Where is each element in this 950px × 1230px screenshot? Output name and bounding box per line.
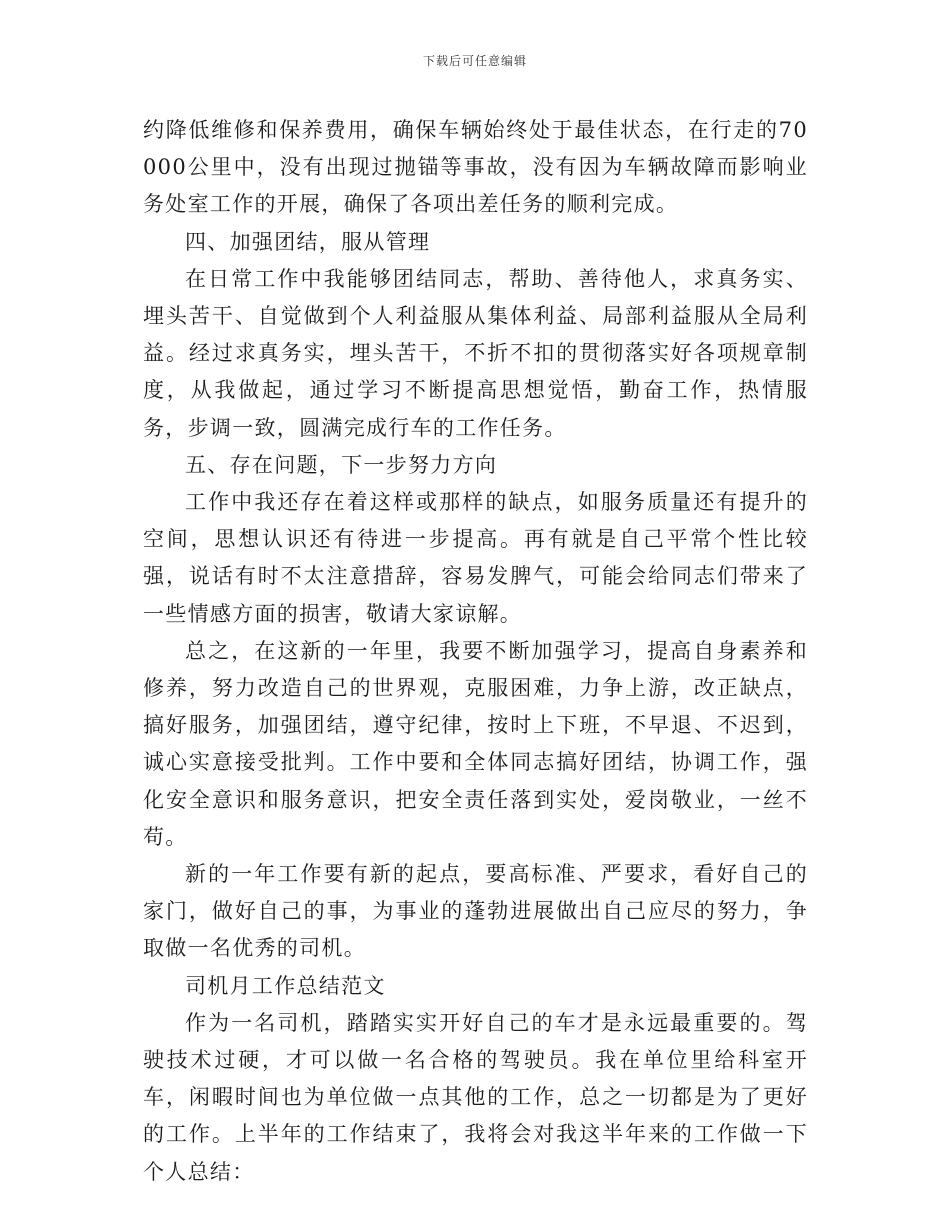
document-body: [143, 112, 808, 1191]
paragraph-continued: 约降低维修和保养费用，确保车辆始终处于最佳状态，在行走的70000公里中，没有出现过抛锚等事故，没有因为车辆故障而影响业务处室工作的开展，确保了各项出差任务的顺利完成。: [143, 118, 808, 217]
section-heading-5: 五、存在问题，下一步努力方向: [185, 452, 498, 477]
section-heading-4: 四、加强团结，服从管理: [185, 229, 431, 254]
paragraph: 工作中我还存在着这样或那样的缺点，如服务质量还有提升的空间，思想认识还有待进一步提高。再有就是自己平常个性比较强，说话有时不太注意措辞，容易发脾气，可能会给同志们带来了一些情感方面的损害，敬请大家谅解。: [143, 490, 808, 626]
paragraph: 新的一年工作要有新的起点，要高标准、严要求，看好自己的家门，做好自己的事，为事业的蓬勃进展做出自己应尽的努力，争取做一名优秀的司机。: [143, 862, 808, 961]
document-subtitle: 司机月工作总结范文: [185, 973, 386, 998]
page-header: 下载后可任意编辑: [422, 54, 527, 68]
paragraph: 总之，在这新的一年里，我要不断加强学习，提高自身素养和修养，努力改造自己的世界观，克服困难，力争上游，改正缺点，搞好服务，加强团结，遵守纪律，按时上下班，不早退、不迟到，诚心实意接受批判。工作中要和全体同志搞好团结，协调工作，强化安全意识和服务意识，把安全责任落到实处，爱岗敬业，一丝不苟。: [143, 638, 808, 849]
paragraph: 在日常工作中我能够团结同志，帮助、善待他人，求真务实、埋头苦干、自觉做到个人利益服从集体利益、局部利益服从全局利益。经过求真务实，埋头苦干，不折不扣的贯彻落实好各项规章制度，从我做起，通过学习不断提高思想觉悟，勤奋工作，热情服务，步调一致，圆满完成行车的工作任务。: [143, 266, 808, 440]
paragraph: 作为一名司机，踏踏实实开好自己的车才是永远最重要的。驾驶技术过硬，才可以做一名合格的驾驶员。我在单位里给科室开车，闲暇时间也为单位做一点其他的工作，总之一切都是为了更好的工作。上半年的工作结束了，我将会对我这半年来的工作做一下个人总结：: [143, 1010, 808, 1184]
